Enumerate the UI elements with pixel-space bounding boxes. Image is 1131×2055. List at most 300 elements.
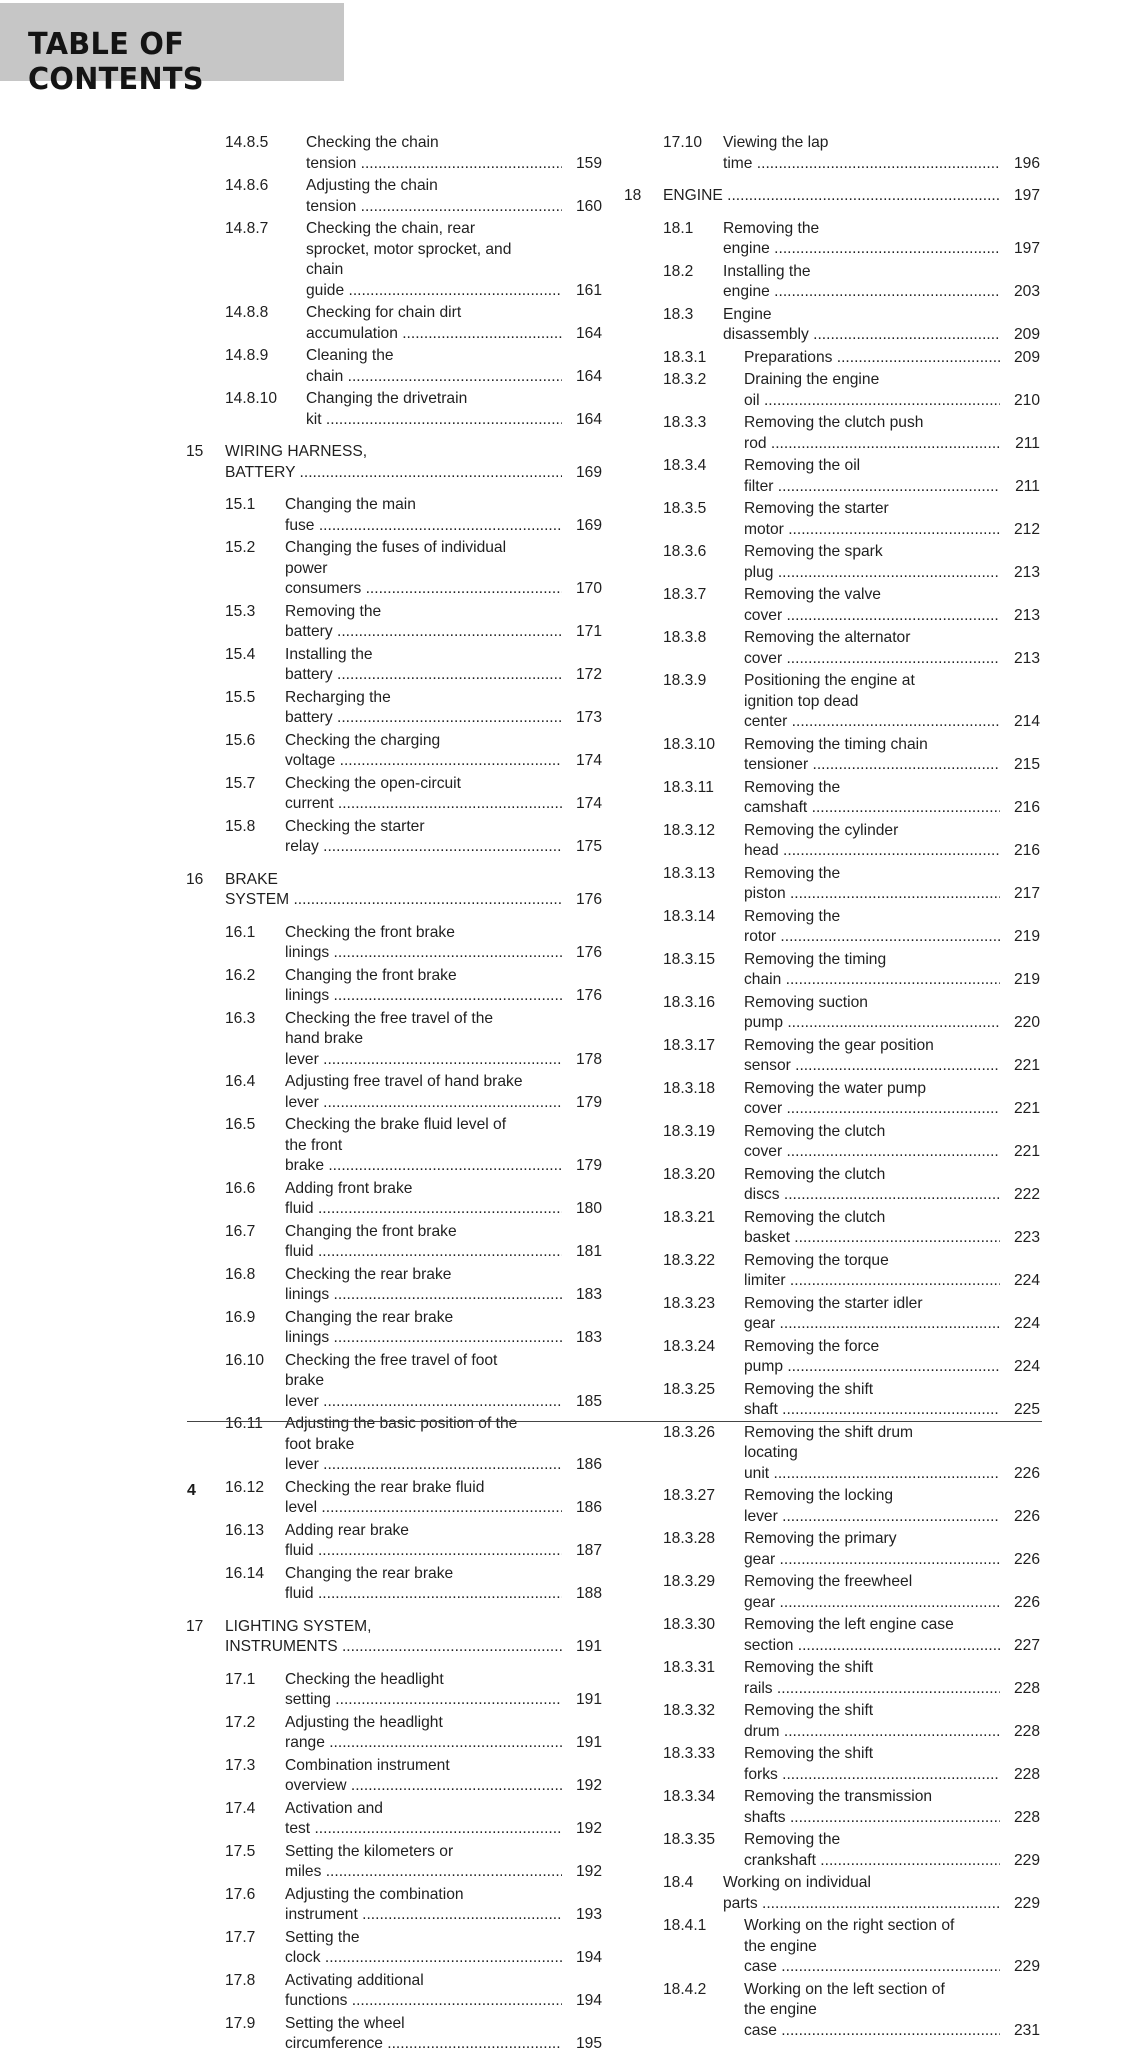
- toc-entry-title: Removing the piston .....: [744, 864, 1000, 905]
- toc-entry[interactable]: [186, 1799, 602, 1840]
- toc-entry-number: 14.8.7: [225, 220, 269, 237]
- toc-entry-number: 18.3.26: [663, 1423, 716, 1441]
- toc-entry[interactable]: [624, 499, 1040, 540]
- toc-entry-number: 15.2: [225, 539, 256, 556]
- toc-entry-number: 17.1: [225, 1670, 256, 1688]
- toc-entry[interactable]: [624, 671, 1040, 733]
- toc-entry-title: Removing the clutch discs .....: [744, 1165, 1000, 1206]
- toc-entry-page: 172: [575, 666, 602, 683]
- toc-entry-title: Installing the engine .....: [723, 262, 1000, 303]
- toc-entry-title: Removing the water pump cover .....: [744, 1079, 1000, 1120]
- toc-entry-title: Checking the open-circuit current .....: [285, 774, 562, 815]
- toc-entry-page: 186: [575, 1456, 602, 1473]
- toc-entry[interactable]: [624, 413, 1040, 454]
- toc-entry-page: 203: [1013, 283, 1040, 300]
- toc-entry[interactable]: [186, 817, 602, 858]
- toc-entry-title: Cleaning the chain .....: [306, 346, 562, 387]
- toc-entry-number: 18.3.20: [663, 1165, 716, 1183]
- toc-entry-number: 14.8.10: [225, 390, 278, 407]
- toc-entry-title: Removing the crankshaft .....: [744, 1830, 1000, 1871]
- toc-entry-title: Removing the battery .....: [285, 602, 562, 643]
- toc-entry[interactable]: [624, 1572, 1040, 1613]
- toc-entry-number: 18.3.5: [663, 500, 707, 517]
- toc-entry[interactable]: [624, 1873, 1040, 1914]
- toc-entry-number: 16: [186, 870, 204, 888]
- toc-entry-page: 161: [575, 281, 602, 299]
- toc-entry[interactable]: [624, 1122, 1040, 1163]
- toc-entry[interactable]: [624, 1615, 1040, 1656]
- toc-entry-number: 18.4.1: [663, 1917, 707, 1934]
- toc-entry-title: Removing the force pump .....: [744, 1337, 1000, 1378]
- toc-entry-number: 18.4.2: [663, 1980, 707, 1998]
- toc-entry-page: 175: [575, 838, 602, 855]
- toc-entry[interactable]: [624, 1337, 1040, 1378]
- toc-entry-title: Changing the main fuse .....: [285, 495, 562, 536]
- toc-entry-title: Removing the oil filter .....: [744, 456, 1000, 497]
- toc-entry-number: 18.3.28: [663, 1530, 716, 1547]
- toc-entry[interactable]: [186, 1670, 602, 1711]
- toc-entry-title: Preparations .....: [744, 348, 1000, 369]
- toc-entry-page: 183: [575, 1329, 602, 1346]
- toc-entry-title: Removing the clutch push rod .....: [744, 413, 1000, 454]
- toc-entry-page: 164: [575, 410, 602, 428]
- toc-entry-page: 164: [575, 324, 602, 342]
- toc-entry[interactable]: [624, 1916, 1040, 1978]
- toc-entry-number: 15.6: [225, 731, 256, 749]
- toc-entry[interactable]: [186, 133, 602, 174]
- toc-entry[interactable]: [186, 1308, 602, 1349]
- toc-entry[interactable]: [624, 1294, 1040, 1335]
- toc-entry-number: 18.3.30: [663, 1616, 716, 1633]
- toc-entry-page: 192: [575, 1777, 602, 1794]
- toc-entry-page: 174: [575, 752, 602, 769]
- toc-entry-title: Checking the chain tension .....: [306, 133, 562, 174]
- toc-entry-number: 18.3.22: [663, 1251, 716, 1269]
- toc-entry-number: 18.3.3: [663, 414, 707, 431]
- toc-chapter[interactable]: [186, 870, 602, 911]
- toc-entry-number: 18.3.24: [663, 1337, 716, 1355]
- toc-entry-title: Removing the gear position sensor .....: [744, 1036, 1000, 1077]
- toc-entry-page: 173: [575, 709, 602, 726]
- toc-entry[interactable]: [624, 262, 1040, 303]
- toc-entry-number: 16.6: [225, 1179, 256, 1197]
- toc-entry-page: 229: [1013, 1851, 1040, 1869]
- toc-entry-title: Activating additional functions .....: [285, 1971, 562, 2012]
- toc-entry-page: 217: [1013, 885, 1040, 902]
- toc-entry-page: 229: [1013, 1958, 1040, 1975]
- toc-entry-number: 18: [624, 187, 642, 204]
- toc-entry-number: 18.3.34: [663, 1788, 716, 1805]
- toc-entry-number: 16.10: [225, 1351, 265, 1369]
- toc-entry-page: 211: [1015, 434, 1040, 452]
- toc-entry-title: LIGHTING SYSTEM, INSTRUMENTS .....: [225, 1617, 562, 1658]
- toc-entry-page: 231: [1013, 2021, 1040, 2039]
- toc-entry[interactable]: [186, 966, 602, 1007]
- page-title: TABLE OF CONTENTS: [28, 27, 204, 97]
- toc-entry-page: 210: [1013, 391, 1040, 409]
- toc-entry-title: Removing the shift shaft .....: [744, 1380, 1000, 1421]
- toc-entry-title: Combination instrument overview .....: [285, 1756, 562, 1797]
- toc-entry-number: 18.3.16: [663, 993, 716, 1011]
- toc-entry[interactable]: [624, 370, 1040, 411]
- toc-entry[interactable]: [186, 688, 602, 729]
- toc-entry-title: Engine disassembly .....: [723, 305, 1000, 346]
- toc-entry-title: Changing the fuses of individual power consumers .....: [285, 538, 562, 600]
- toc-column-left: [186, 133, 602, 2055]
- toc-entry-title: Checking the free travel of foot brake lever .....: [285, 1351, 562, 1413]
- toc-entry[interactable]: [186, 1928, 602, 1969]
- toc-entry-page: 209: [1013, 326, 1040, 343]
- toc-entry-title: Adding rear brake fluid .....: [285, 1521, 562, 1562]
- toc-entry[interactable]: [186, 1885, 602, 1926]
- toc-entry-page: 176: [575, 891, 602, 908]
- toc-entry-title: Removing the valve cover .....: [744, 585, 1000, 626]
- toc-entry-page: 213: [1013, 606, 1040, 624]
- toc-entry-title: Recharging the battery .....: [285, 688, 562, 729]
- toc-entry[interactable]: [624, 1701, 1040, 1742]
- toc-entry-title: Removing the torque limiter .....: [744, 1251, 1000, 1292]
- toc-entry-number: 16.2: [225, 966, 256, 984]
- toc-entry-page: 224: [1013, 1358, 1040, 1375]
- toc-entry-page: 219: [1013, 928, 1040, 945]
- toc-entry-page: 221: [1013, 1143, 1040, 1160]
- toc-entry-page: 216: [1013, 799, 1040, 816]
- toc-entry-number: 16.5: [225, 1116, 256, 1133]
- toc-entry-number: 18.3.11: [663, 778, 714, 796]
- toc-entry-page: 176: [575, 944, 602, 961]
- toc-entry-page: 191: [575, 1638, 602, 1655]
- toc-chapter[interactable]: [624, 186, 1040, 207]
- toc-entry-page: 214: [1013, 713, 1040, 730]
- toc-entry-page: 178: [575, 1050, 602, 1068]
- toc-entry-page: 197: [1013, 187, 1040, 204]
- toc-entry-title: Removing the clutch cover .....: [744, 1122, 1000, 1163]
- toc-entry-title: Removing the alternator cover .....: [744, 628, 1000, 669]
- toc-entry-number: 18.3.12: [663, 821, 716, 839]
- toc-entry-page: 191: [575, 1691, 602, 1708]
- toc-entry-number: 18.3.4: [663, 457, 707, 474]
- toc-entry-title: Removing the locking lever .....: [744, 1486, 1000, 1527]
- toc-entry-page: 219: [1013, 971, 1040, 988]
- toc-entry-number: 18.4: [663, 1874, 694, 1891]
- toc-entry[interactable]: [624, 219, 1040, 260]
- toc-entry[interactable]: [186, 1478, 602, 1519]
- toc-entry[interactable]: [186, 176, 602, 217]
- toc-entry-number: 15.1: [225, 496, 256, 513]
- toc-entry-number: 14.8.5: [225, 134, 269, 151]
- toc-entry[interactable]: [186, 389, 602, 430]
- toc-entry-number: 18.3.35: [663, 1831, 716, 1848]
- toc-entry[interactable]: [624, 628, 1040, 669]
- toc-entry-number: 14.8.6: [225, 177, 269, 194]
- toc-entry-title: Changing the drivetrain kit .....: [306, 389, 562, 430]
- toc-entry[interactable]: [624, 950, 1040, 991]
- toc-entry-number: 18.3.32: [663, 1702, 716, 1719]
- toc-entry-number: 17.5: [225, 1842, 256, 1860]
- toc-entry-number: 18.2: [663, 262, 694, 280]
- toc-entry[interactable]: [624, 1486, 1040, 1527]
- toc-entry-number: 18.3.17: [663, 1036, 716, 1054]
- toc-entry-page: 176: [575, 987, 602, 1004]
- toc-entry-number: 15: [186, 443, 204, 460]
- toc-entry-number: 14.8.9: [225, 347, 269, 364]
- toc-entry-page: 228: [1013, 1722, 1040, 1740]
- toc-entry-page: 228: [1013, 1808, 1040, 1826]
- toc-chapter[interactable]: [186, 1617, 602, 1658]
- toc-entry-number: 17.9: [225, 2014, 256, 2032]
- toc-entry-page: 225: [1013, 1401, 1040, 1418]
- toc-entry-number: 18.3: [663, 305, 694, 323]
- toc-entry-title: WIRING HARNESS, BATTERY .....: [225, 442, 562, 483]
- toc-entry-page: 187: [575, 1542, 602, 1559]
- toc-entry-page: 194: [575, 1992, 602, 2009]
- toc-entry[interactable]: [186, 1265, 602, 1306]
- toc-entry-title: Removing the engine .....: [723, 219, 1000, 260]
- toc-entry[interactable]: [186, 219, 602, 301]
- toc-chapter[interactable]: [186, 442, 602, 483]
- toc-entry[interactable]: [624, 1787, 1040, 1828]
- toc-entry-number: 15.8: [225, 817, 256, 835]
- toc-entry-page: 192: [575, 1820, 602, 1837]
- toc-entry-title: Setting the wheel circumference .....: [285, 2014, 562, 2055]
- toc-entry-title: Checking the brake fluid level of the front brake .....: [285, 1115, 562, 1177]
- toc-entry[interactable]: [186, 538, 602, 600]
- toc-entry[interactable]: [186, 1756, 602, 1797]
- toc-entry[interactable]: [624, 1658, 1040, 1699]
- toc-entry-number: 18.3.10: [663, 735, 716, 753]
- toc-entry-page: 212: [1013, 520, 1040, 538]
- toc-entry-number: 16.11: [225, 1415, 263, 1432]
- toc-entry-page: 169: [575, 463, 602, 481]
- toc-entry-page: 227: [1013, 1636, 1040, 1654]
- toc-entry[interactable]: [186, 1414, 602, 1476]
- toc-entry[interactable]: [624, 1251, 1040, 1292]
- toc-entry-title: Removing the shift forks .....: [744, 1744, 1000, 1785]
- toc-entry-title: Removing the starter motor .....: [744, 499, 1000, 540]
- toc-entry-number: 17.7: [225, 1928, 256, 1946]
- toc-entry-title: Changing the front brake linings .....: [285, 966, 562, 1007]
- toc-entry-title: Adjusting the basic position of the foot brake lever .....: [285, 1414, 562, 1476]
- toc-entry[interactable]: [624, 821, 1040, 862]
- toc-entry-page: 224: [1013, 1272, 1040, 1289]
- toc-entry[interactable]: [624, 864, 1040, 905]
- toc-entry-page: 213: [1013, 649, 1040, 667]
- toc-entry-title: Adjusting free travel of hand brake lever .....: [285, 1072, 562, 1113]
- toc-entry-number: 17.10: [663, 134, 703, 151]
- toc-entry[interactable]: [186, 1072, 602, 1113]
- toc-entry[interactable]: [624, 1529, 1040, 1570]
- toc-entry-page: 171: [575, 623, 602, 640]
- toc-entry-number: 15.7: [225, 774, 256, 792]
- page-number: 4: [187, 1482, 196, 1499]
- toc-entry[interactable]: [624, 348, 1040, 369]
- toc-entry-title: Checking the starter relay .....: [285, 817, 562, 858]
- toc-entry-page: 221: [1013, 1057, 1040, 1074]
- toc-entry-number: 18.3.13: [663, 864, 716, 882]
- toc-entry-title: Checking the headlight setting .....: [285, 1670, 562, 1711]
- toc-entry-page: 226: [1013, 1464, 1040, 1482]
- toc-entry-page: 211: [1015, 477, 1040, 495]
- toc-entry[interactable]: [186, 495, 602, 536]
- toc-entry-number: 18.3.15: [663, 950, 716, 968]
- toc-entry-title: Removing the timing chain .....: [744, 950, 1000, 991]
- toc-entry-title: Changing the rear brake fluid .....: [285, 1564, 562, 1605]
- toc-entry[interactable]: [624, 735, 1040, 776]
- toc-entry-page: 185: [575, 1392, 602, 1410]
- toc-entry-page: 191: [575, 1734, 602, 1751]
- toc-entry-page: 169: [575, 516, 602, 534]
- toc-entry[interactable]: [186, 2014, 602, 2055]
- toc-entry[interactable]: [186, 645, 602, 686]
- toc-entry[interactable]: [186, 1179, 602, 1220]
- toc-entry-number: 18.3.27: [663, 1487, 716, 1504]
- toc-entry[interactable]: [624, 1036, 1040, 1077]
- toc-entry[interactable]: [624, 907, 1040, 948]
- toc-entry-page: 226: [1013, 1593, 1040, 1611]
- toc-entry-page: 160: [575, 197, 602, 215]
- toc-entry-number: 18.3.31: [663, 1659, 716, 1676]
- toc-entry-page: 229: [1013, 1894, 1040, 1912]
- toc-entry-number: 18.3.25: [663, 1380, 716, 1398]
- toc-entry-page: 195: [575, 2035, 602, 2052]
- toc-entry-title: Checking the rear brake linings .....: [285, 1265, 562, 1306]
- toc-entry-title: Setting the kilometers or miles .....: [285, 1842, 562, 1883]
- toc-entry-number: 14.8.8: [225, 304, 269, 321]
- toc-entry-page: 183: [575, 1286, 602, 1303]
- toc-entry[interactable]: [624, 585, 1040, 626]
- toc-entry-number: 15.5: [225, 688, 256, 706]
- toc-entry[interactable]: [624, 993, 1040, 1034]
- toc-entry[interactable]: [186, 1351, 602, 1413]
- toc-entry[interactable]: [186, 1009, 602, 1071]
- toc-entry-number: 18.3.18: [663, 1079, 716, 1097]
- toc-entry[interactable]: [186, 602, 602, 643]
- toc-entry-page: 180: [575, 1200, 602, 1217]
- toc-entry-number: 17.2: [225, 1713, 256, 1731]
- toc-entry[interactable]: [624, 305, 1040, 346]
- toc-entry-title: Removing the shift drum locating unit .....: [744, 1423, 1000, 1485]
- toc-entry-title: Removing the transmission shafts .....: [744, 1787, 1000, 1828]
- toc-entry-page: 215: [1013, 756, 1040, 773]
- toc-entry[interactable]: [186, 1521, 602, 1562]
- toc-entry-page: 188: [575, 1585, 602, 1602]
- toc-entry[interactable]: [186, 1222, 602, 1263]
- toc-entry-number: 18.3.21: [663, 1208, 716, 1226]
- toc-entry-page: 216: [1013, 842, 1040, 859]
- toc-entry-number: 15.4: [225, 645, 256, 663]
- toc-entry-page: 224: [1013, 1315, 1040, 1332]
- toc-entry-title: Working on individual parts .....: [723, 1873, 1000, 1914]
- toc-entry-title: Removing the shift rails .....: [744, 1658, 1000, 1699]
- toc-entry-title: Removing the clutch basket .....: [744, 1208, 1000, 1249]
- toc-entry[interactable]: [624, 1423, 1040, 1485]
- toc-entry-page: 197: [1013, 240, 1040, 257]
- toc-entry-page: 226: [1013, 1507, 1040, 1525]
- toc-entry-title: Removing the primary gear .....: [744, 1529, 1000, 1570]
- toc-entry-title: Draining the engine oil .....: [744, 370, 1000, 411]
- toc-entry[interactable]: [186, 1713, 602, 1754]
- toc-entry[interactable]: [624, 1830, 1040, 1871]
- toc-entry-number: 18.1: [663, 219, 694, 237]
- toc-entry-page: 179: [575, 1093, 602, 1111]
- toc-entry-title: Viewing the lap time .....: [723, 133, 1000, 174]
- toc-entry-number: 18.3.1: [663, 348, 707, 366]
- toc-entry[interactable]: [186, 1564, 602, 1605]
- toc-entry[interactable]: [186, 1842, 602, 1883]
- toc-entry-title: Activation and test .....: [285, 1799, 562, 1840]
- toc-entry[interactable]: [186, 1115, 602, 1177]
- toc-entry-title: Checking for chain dirt accumulation .....: [306, 303, 562, 344]
- toc-entry[interactable]: [186, 731, 602, 772]
- toc-entry[interactable]: [624, 542, 1040, 583]
- toc-entry-number: 17.3: [225, 1756, 256, 1774]
- toc-entry[interactable]: [624, 1165, 1040, 1206]
- toc-entry-page: 222: [1013, 1186, 1040, 1203]
- toc-entry[interactable]: [186, 774, 602, 815]
- toc-entry-number: 16.9: [225, 1308, 256, 1326]
- toc-entry[interactable]: [624, 1980, 1040, 2042]
- toc-entry-page: 179: [575, 1157, 602, 1174]
- toc-entry-title: Setting the clock .....: [285, 1928, 562, 1969]
- toc-entry-title: Checking the free travel of the hand brake lever .....: [285, 1009, 562, 1071]
- toc-entry-page: 213: [1013, 563, 1040, 581]
- toc-entry[interactable]: [624, 1079, 1040, 1120]
- toc-entry-number: 16.14: [225, 1564, 265, 1582]
- toc-entry-title: Working on the left section of the engine case .....: [744, 1980, 1000, 2042]
- toc-entry-title: Checking the chain, rear sprocket, motor sprocket, and chain guide .....: [306, 219, 562, 301]
- toc-entry-page: 192: [575, 1863, 602, 1880]
- toc-entry-number: 16.8: [225, 1265, 256, 1283]
- toc-entry[interactable]: [624, 456, 1040, 497]
- toc-entry-page: 196: [1013, 154, 1040, 172]
- toc-entry-page: 223: [1013, 1229, 1040, 1246]
- toc-entry-number: 17.6: [225, 1885, 256, 1903]
- toc-entry-title: Changing the front brake fluid .....: [285, 1222, 562, 1263]
- toc-entry-page: 209: [1013, 348, 1040, 366]
- toc-entry[interactable]: [624, 133, 1040, 174]
- toc-entry-page: 193: [575, 1906, 602, 1923]
- header-banner: [0, 3, 344, 97]
- toc-entry-title: BRAKE SYSTEM .....: [225, 870, 562, 911]
- toc-entry-number: 17.4: [225, 1799, 256, 1817]
- toc-entry-number: 16.7: [225, 1222, 256, 1240]
- toc-entry-number: 18.3.14: [663, 907, 716, 925]
- toc-entry[interactable]: [186, 303, 602, 344]
- toc-entry-page: 228: [1013, 1765, 1040, 1783]
- toc-entry-title: Removing the timing chain tensioner .....: [744, 735, 1000, 776]
- toc-entry[interactable]: [624, 778, 1040, 819]
- toc-entry-number: 16.1: [225, 923, 256, 941]
- toc-entry-page: 174: [575, 795, 602, 812]
- toc-entry-number: 18.3.6: [663, 543, 707, 560]
- toc-entry-number: 18.3.23: [663, 1294, 716, 1312]
- toc-entry-title: Adding front brake fluid .....: [285, 1179, 562, 1220]
- toc-entry-number: 18.3.9: [663, 672, 707, 689]
- toc-entry-title: Positioning the engine at ignition top dead center .....: [744, 671, 1000, 733]
- toc-entry-page: 186: [575, 1499, 602, 1516]
- toc-entry[interactable]: [186, 923, 602, 964]
- toc-entry[interactable]: [624, 1744, 1040, 1785]
- toc-entry[interactable]: [624, 1380, 1040, 1421]
- toc-entry[interactable]: [186, 346, 602, 387]
- toc-entry-number: 16.13: [225, 1521, 265, 1539]
- toc-entry-number: 18.3.19: [663, 1122, 716, 1140]
- toc-entry[interactable]: [186, 1971, 602, 2012]
- toc-entry[interactable]: [624, 1208, 1040, 1249]
- toc-entry-number: 17.8: [225, 1971, 256, 1989]
- toc-entry-title: Removing the freewheel gear .....: [744, 1572, 1000, 1613]
- toc-entry-number: 15.3: [225, 602, 256, 620]
